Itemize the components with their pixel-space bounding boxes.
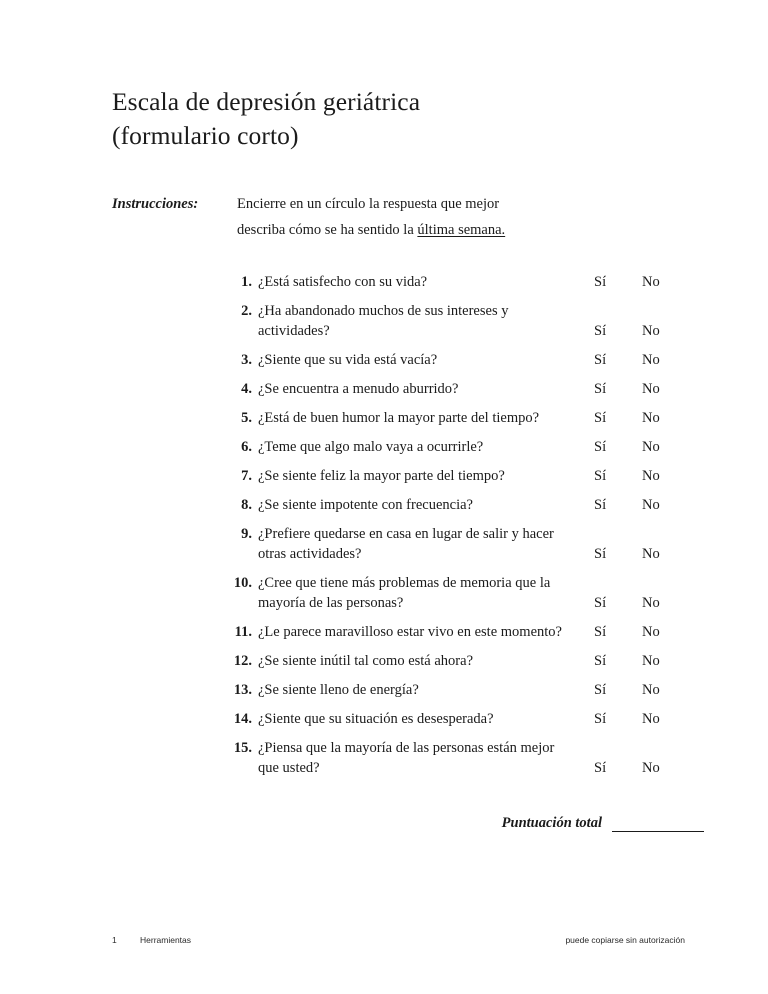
question-row [218, 272, 698, 292]
answer-option-no[interactable]: No [642, 274, 660, 290]
question-number: 7. [241, 468, 252, 484]
question-text-line: ¿Se siente lleno de energía? [258, 682, 419, 698]
question-text [258, 622, 588, 642]
answer-option-no[interactable]: No [642, 497, 660, 513]
instructions-timeframe-underlined: última semana. [417, 222, 506, 238]
page-title-line-2: (formulario corto) [112, 121, 299, 151]
answer-options [594, 593, 698, 613]
answer-option-no[interactable]: No [642, 410, 660, 426]
answer-option-yes[interactable]: Sí [594, 352, 607, 368]
answer-option-no[interactable]: No [642, 624, 660, 640]
page-title-line-1: Escala de depresión geriátrica [112, 87, 421, 117]
answer-options [594, 495, 698, 515]
answer-option-yes[interactable]: Sí [594, 439, 607, 455]
answer-option-no[interactable]: No [642, 682, 660, 698]
question-text-line: ¿Siente que su vida está vacía? [258, 352, 438, 368]
answer-option-yes[interactable]: Sí [594, 624, 607, 640]
page-footer [112, 935, 685, 951]
question-row [218, 680, 698, 700]
question-text-line: ¿Se siente feliz la mayor parte del tiempo? [258, 468, 505, 484]
total-score-label: Puntuación total [501, 815, 602, 831]
total-score-row [218, 815, 698, 839]
answer-options [594, 437, 698, 457]
question-number: 15. [233, 740, 252, 756]
answer-options [594, 622, 698, 642]
question-text [258, 379, 588, 399]
answer-option-no[interactable]: No [642, 595, 660, 611]
answer-options [594, 272, 698, 292]
answer-option-no[interactable]: No [642, 546, 660, 562]
question-row [218, 738, 698, 778]
footer-copy-notice: puede copiarse sin autorización [565, 935, 685, 945]
answer-options [594, 350, 698, 370]
question-number: 3. [241, 352, 252, 368]
question-text-line: que usted? [258, 760, 320, 776]
question-row [218, 709, 698, 729]
answer-options [594, 758, 698, 778]
question-number: 1. [241, 274, 252, 290]
question-text [258, 350, 588, 370]
question-number: 8. [241, 497, 252, 513]
footer-page-number: 1 [112, 935, 117, 945]
question-row [218, 379, 698, 399]
instructions-block [112, 191, 672, 243]
answer-options [594, 379, 698, 399]
question-number: 14. [233, 711, 252, 727]
answer-option-yes[interactable]: Sí [594, 497, 607, 513]
answer-option-yes[interactable]: Sí [594, 546, 607, 562]
answer-option-no[interactable]: No [642, 711, 660, 727]
question-text-line: ¿Piensa que la mayoría de las personas están mejor [258, 740, 555, 756]
instructions-text [237, 191, 567, 243]
instructions-label: Instrucciones: [112, 196, 199, 212]
question-text [258, 738, 588, 778]
answer-option-yes[interactable]: Sí [594, 760, 607, 776]
question-text-line: ¿Ha abandonado muchos de sus intereses y [258, 303, 509, 319]
question-row [218, 466, 698, 486]
question-row [218, 301, 698, 341]
question-text-line: ¿Se siente impotente con frecuencia? [258, 497, 473, 513]
answer-options [594, 321, 698, 341]
answer-option-yes[interactable]: Sí [594, 410, 607, 426]
question-row [218, 651, 698, 671]
question-text [258, 651, 588, 671]
question-text [258, 495, 588, 515]
answer-options [594, 709, 698, 729]
question-text-line: otras actividades? [258, 546, 362, 562]
answer-option-yes[interactable]: Sí [594, 711, 607, 727]
answer-option-yes[interactable]: Sí [594, 323, 607, 339]
answer-option-no[interactable]: No [642, 381, 660, 397]
question-text-line: ¿Está de buen humor la mayor parte del tiempo? [258, 410, 540, 426]
question-number: 9. [241, 526, 252, 542]
question-text-line: ¿Cree que tiene más problemas de memoria que la [258, 575, 551, 591]
question-number: 5. [241, 410, 252, 426]
answer-option-no[interactable]: No [642, 653, 660, 669]
question-row [218, 622, 698, 642]
answer-option-yes[interactable]: Sí [594, 595, 607, 611]
answer-option-no[interactable]: No [642, 439, 660, 455]
answer-options [594, 466, 698, 486]
total-score-blank-field[interactable] [612, 831, 704, 832]
answer-option-no[interactable]: No [642, 352, 660, 368]
question-text-line: ¿Se encuentra a menudo aburrido? [258, 381, 459, 397]
instructions-line-1: Encierre en un círculo la respuesta que mejor [237, 196, 500, 212]
question-row [218, 350, 698, 370]
question-row [218, 408, 698, 428]
question-text-line: ¿Teme que algo malo vaya a ocurrirle? [258, 439, 484, 455]
question-text-line: actividades? [258, 323, 330, 339]
question-row [218, 437, 698, 457]
question-text [258, 709, 588, 729]
answer-option-yes[interactable]: Sí [594, 682, 607, 698]
answer-option-yes[interactable]: Sí [594, 468, 607, 484]
question-text [258, 408, 588, 428]
question-text [258, 272, 588, 292]
answer-option-no[interactable]: No [642, 468, 660, 484]
answer-option-no[interactable]: No [642, 323, 660, 339]
question-text [258, 301, 588, 341]
instructions-line-2-plain: describa cómo se ha sentido la [237, 222, 418, 238]
question-text-line: ¿Está satisfecho con su vida? [258, 274, 428, 290]
instructions-line-2 [237, 217, 567, 243]
question-text-line: ¿Prefiere quedarse en casa en lugar de salir y hacer [258, 526, 554, 542]
question-row [218, 524, 698, 564]
question-text [258, 573, 588, 613]
question-list [218, 272, 698, 787]
footer-section-label: Herramientas [140, 935, 192, 945]
question-text [258, 524, 588, 564]
answer-option-yes[interactable]: Sí [594, 653, 607, 669]
answer-option-yes[interactable]: Sí [594, 274, 607, 290]
question-text-line: ¿Se siente inútil tal como está ahora? [258, 653, 474, 669]
answer-option-yes[interactable]: Sí [594, 381, 607, 397]
question-number: 4. [241, 381, 252, 397]
question-text-line: mayoría de las personas? [258, 595, 404, 611]
question-number: 11. [234, 624, 252, 640]
answer-option-no[interactable]: No [642, 760, 660, 776]
question-number: 2. [241, 303, 252, 319]
question-row [218, 573, 698, 613]
question-number: 12. [233, 653, 252, 669]
question-text [258, 466, 588, 486]
question-text-line: ¿Siente que su situación es desesperada? [258, 711, 494, 727]
question-number: 13. [233, 682, 252, 698]
answer-options [594, 680, 698, 700]
question-number: 6. [241, 439, 252, 455]
question-text-line: ¿Le parece maravilloso estar vivo en este momento? [258, 624, 562, 640]
question-row [218, 495, 698, 515]
answer-options [594, 651, 698, 671]
answer-options [594, 408, 698, 428]
question-text [258, 680, 588, 700]
question-text [258, 437, 588, 457]
question-number: 10. [233, 575, 252, 591]
page-title [112, 85, 632, 153]
answer-options [594, 544, 698, 564]
